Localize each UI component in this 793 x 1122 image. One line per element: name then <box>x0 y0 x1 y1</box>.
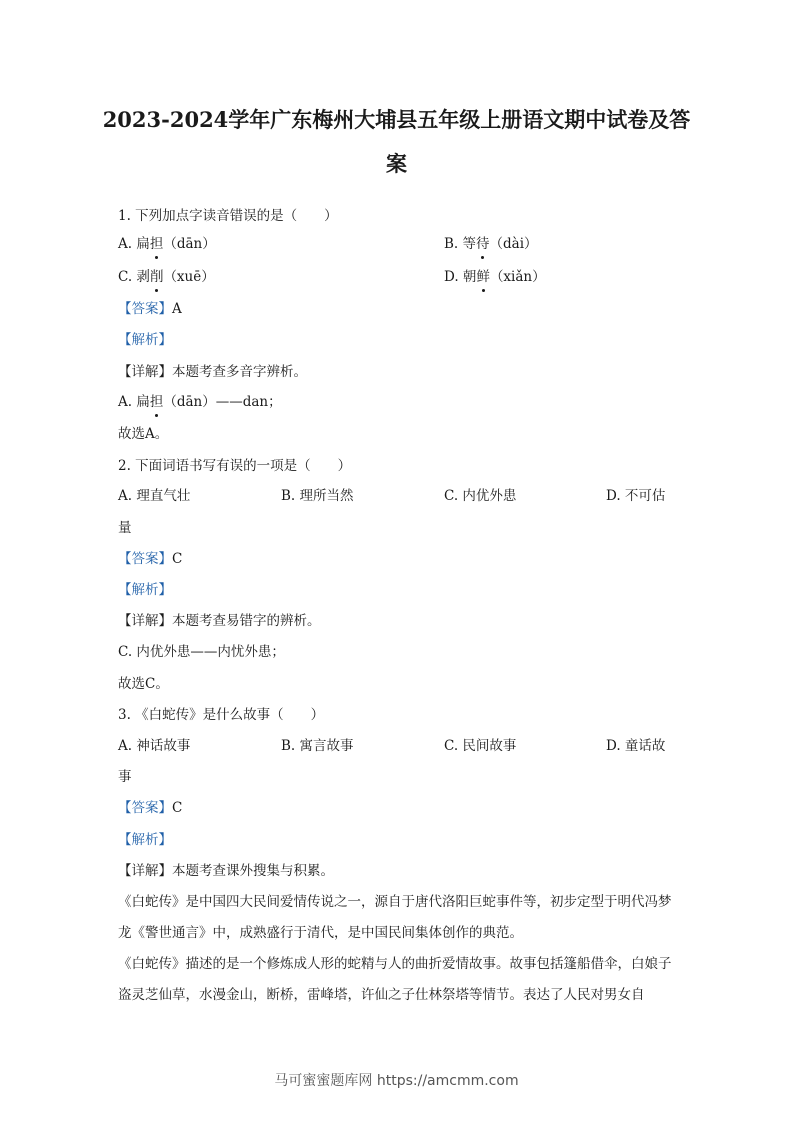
question-1-conclusion: 故选A。 <box>118 426 169 442</box>
question-1-option-c: C. 剥削（xuē） <box>118 269 215 285</box>
question-3-analysis-tag: 【解析】 <box>118 832 172 848</box>
question-2-option-c: C. 内优外患 <box>444 488 517 504</box>
emphasis-dot-char: 担 <box>149 236 164 252</box>
question-2-option-d-wrap: 量 <box>118 520 132 536</box>
question-1-option-d: D. 朝鲜（xiǎn） <box>444 269 546 285</box>
question-3-answer: 【答案】C <box>118 800 183 816</box>
question-3-paragraph-1: 《白蛇传》是中国四大民间爱情传说之一，源自于唐代洛阳巨蛇事件等，初步定型于明代冯梦龙《警世通言》中，成熟盛行于清代，是中国民间集体创作的典范。 <box>118 894 672 941</box>
question-2-option-d: D. 不可估 <box>606 488 666 504</box>
page-title: 2023-2024学年广东梅州大埔县五年级上册语文期中试卷及答案 <box>102 107 691 176</box>
emphasis-dot-char: 待 <box>476 236 490 252</box>
question-1-analysis-tag: 【解析】 <box>118 332 172 348</box>
emphasis-dot-char: 鲜 <box>476 269 490 285</box>
question-3-option-d: D. 童话故 <box>606 738 666 754</box>
question-1-answer: 【答案】A <box>118 301 182 317</box>
question-3-paragraph-2: 《白蛇传》描述的是一个修炼成人形的蛇精与人的曲折爱情故事。故事包括篷船借伞，白娘子盗灵芝仙草，水漫金山，断桥，雷峰塔，许仙之子仕林祭塔等情节。表达了人民对男女自 <box>118 956 672 1003</box>
question-3-option-d-wrap: 事 <box>118 769 132 785</box>
question-1-option-b: B. 等待（dài） <box>444 236 538 252</box>
question-2-detail: 【详解】本题考查易错字的辨析。 <box>118 613 321 629</box>
emphasis-dot-char: 削 <box>149 269 164 285</box>
question-2-answer: 【答案】C <box>118 551 183 567</box>
question-1-detail: 【详解】本题考查多音字辨析。 <box>118 364 307 380</box>
question-1-stem: 1. 下列加点字读音错误的是（ ） <box>118 208 338 224</box>
question-1-option-a: A. 扁担（dān） <box>118 236 216 252</box>
emphasis-dot-char: 担 <box>149 394 164 410</box>
question-1-explanation-line: A. 扁担（dān）——dan； <box>118 394 282 410</box>
question-2-stem: 2. 下面词语书写有误的一项是（ ） <box>118 458 352 474</box>
question-2-option-b: B. 理所当然 <box>281 488 354 504</box>
question-2-analysis-tag: 【解析】 <box>118 582 172 598</box>
question-3-stem: 3. 《白蛇传》是什么故事（ ） <box>118 707 325 723</box>
question-3-detail: 【详解】本题考查课外搜集与积累。 <box>118 863 334 879</box>
question-2-option-a: A. 理直气壮 <box>118 488 191 504</box>
question-2-explanation-line: C. 内优外患——内忧外患； <box>118 644 285 660</box>
question-3-option-b: B. 寓言故事 <box>281 738 354 754</box>
question-3-option-c: C. 民间故事 <box>444 738 517 754</box>
question-3-option-a: A. 神话故事 <box>118 738 191 754</box>
site-footer: 马可蜜蜜题库网 https://amcmm.com <box>274 1073 519 1089</box>
question-2-conclusion: 故选C。 <box>118 676 169 692</box>
